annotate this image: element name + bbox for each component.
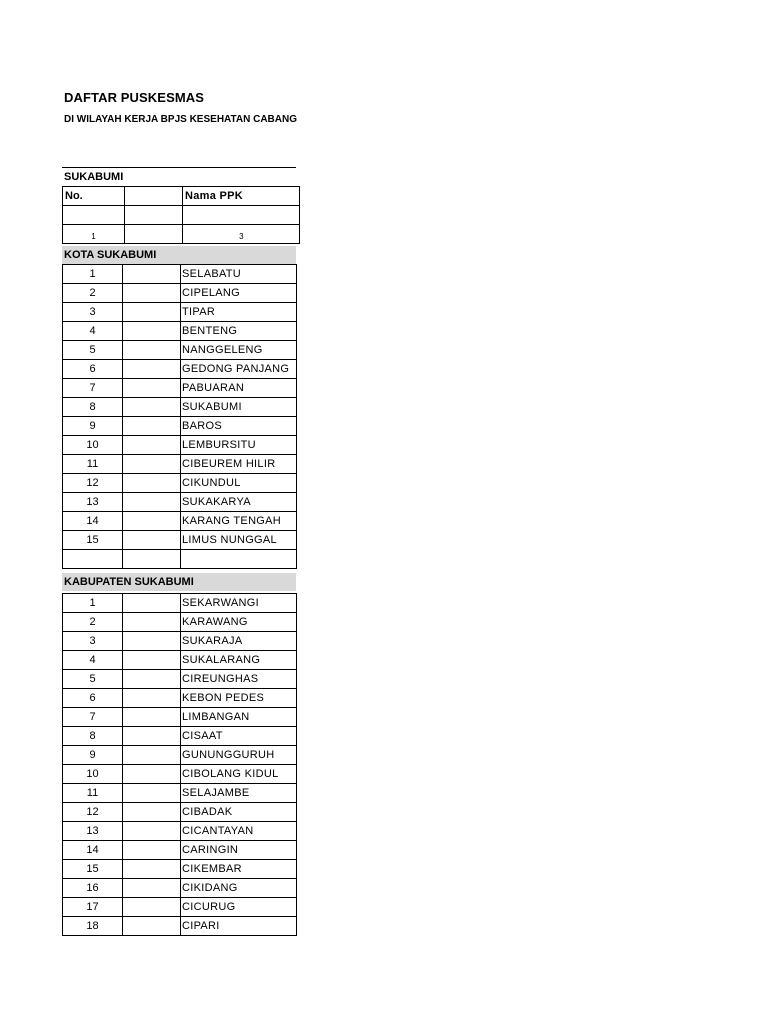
table-row [63,341,297,360]
column-index-row [63,225,300,244]
table-row [63,689,297,708]
column-index-1: 1 [63,225,125,244]
table-row [63,493,297,512]
table-row [63,417,297,436]
table-row [63,746,297,765]
row-ppk-name: CARINGIN [181,841,297,860]
table-row [63,284,297,303]
table-row [63,613,297,632]
row-ppk-name: LEMBURSITU [181,436,297,455]
row-number: 1 [63,594,123,613]
table-row [63,708,297,727]
row-ppk-name: NANGGELENG [181,341,297,360]
row-blank-cell [123,531,181,550]
spacer-cell [125,206,183,225]
row-number: 10 [63,765,123,784]
row-blank-cell [123,436,181,455]
row-number: 18 [63,917,123,936]
row-blank-cell [123,670,181,689]
blank-cell [123,550,181,569]
area-label: SUKABUMI [64,171,124,183]
table-row [63,322,297,341]
row-number: 6 [63,689,123,708]
row-number: 3 [63,632,123,651]
table-row [63,898,297,917]
row-blank-cell [123,322,181,341]
table-row [63,512,297,531]
header-table [62,186,300,244]
row-blank-cell [123,455,181,474]
row-ppk-name: LIMUS NUNGGAL [181,531,297,550]
row-number: 8 [63,727,123,746]
table-row [63,803,297,822]
row-number: 16 [63,879,123,898]
row-number: 10 [63,436,123,455]
header-no: No. [63,187,125,206]
row-ppk-name: CIPARI [181,917,297,936]
table-row [63,651,297,670]
row-ppk-name: PABUARAN [181,379,297,398]
table-row [63,360,297,379]
table-row [63,265,297,284]
table-row [63,879,297,898]
row-number: 2 [63,284,123,303]
row-number: 12 [63,803,123,822]
row-blank-cell [123,708,181,727]
table-row [63,379,297,398]
section-table-kabupaten [62,593,297,936]
row-number: 12 [63,474,123,493]
header-blank-cell [125,187,183,206]
row-ppk-name: CIPELANG [181,284,297,303]
document-title: DAFTAR PUSKESMAS [64,90,205,105]
table-row [63,531,297,550]
row-ppk-name: SUKABUMI [181,398,297,417]
row-ppk-name: SUKARAJA [181,632,297,651]
row-blank-cell [123,512,181,531]
row-blank-cell [123,398,181,417]
row-blank-cell [123,898,181,917]
row-blank-cell [123,341,181,360]
spacer-cell [183,206,300,225]
table-row [63,765,297,784]
section-label-kota: KOTA SUKABUMI [62,246,296,264]
row-number: 2 [63,613,123,632]
row-number: 15 [63,531,123,550]
row-ppk-name: BAROS [181,417,297,436]
row-ppk-name: CIKIDANG [181,879,297,898]
row-blank-cell [123,493,181,512]
header-row [63,187,300,206]
table-row [63,841,297,860]
row-blank-cell [123,613,181,632]
row-ppk-name: SEKARWANGI [181,594,297,613]
table-row [63,303,297,322]
row-number: 11 [63,455,123,474]
table-row [63,474,297,493]
table-row [63,455,297,474]
column-index-2 [125,225,183,244]
row-number: 11 [63,784,123,803]
column-index-3: 3 [183,225,300,244]
row-ppk-name: SELABATU [181,265,297,284]
row-number: 14 [63,841,123,860]
row-ppk-name: CIBOLANG KIDUL [181,765,297,784]
row-number: 15 [63,860,123,879]
row-ppk-name: GUNUNGGURUH [181,746,297,765]
row-blank-cell [123,594,181,613]
row-blank-cell [123,803,181,822]
row-blank-cell [123,474,181,493]
row-ppk-name: CISAAT [181,727,297,746]
row-number: 5 [63,670,123,689]
row-number: 13 [63,822,123,841]
row-number: 9 [63,746,123,765]
row-number: 7 [63,708,123,727]
row-blank-cell [123,265,181,284]
row-blank-cell [123,822,181,841]
row-number: 14 [63,512,123,531]
header-name-ppk: Nama PPK [183,187,300,206]
row-ppk-name: SUKALARANG [181,651,297,670]
row-blank-cell [123,765,181,784]
row-ppk-name: CIREUNGHAS [181,670,297,689]
row-ppk-name: CIBEUREM HILIR [181,455,297,474]
row-ppk-name: KARAWANG [181,613,297,632]
row-ppk-name: GEDONG PANJANG [181,360,297,379]
row-ppk-name: CICANTAYAN [181,822,297,841]
row-blank-cell [123,917,181,936]
row-blank-cell [123,689,181,708]
header-spacer-row [63,206,300,225]
row-ppk-name: CIKEMBAR [181,860,297,879]
section-label-kabupaten: KABUPATEN SUKABUMI [62,573,296,591]
row-blank-cell [123,879,181,898]
row-blank-cell [123,632,181,651]
row-ppk-name: SUKAKARYA [181,493,297,512]
document-subtitle: DI WILAYAH KERJA BPJS KESEHATAN CABANG [64,114,297,125]
row-blank-cell [123,651,181,670]
table-row [63,594,297,613]
row-ppk-name: CIBADAK [181,803,297,822]
row-number: 1 [63,265,123,284]
row-number: 4 [63,322,123,341]
row-ppk-name: TIPAR [181,303,297,322]
table-row [63,784,297,803]
table-row [63,917,297,936]
spacer-cell [63,206,125,225]
blank-row [63,550,297,569]
blank-cell [63,550,123,569]
row-ppk-name: KEBON PEDES [181,689,297,708]
row-number: 5 [63,341,123,360]
row-ppk-name: BENTENG [181,322,297,341]
row-ppk-name: CIKUNDUL [181,474,297,493]
table-row [63,632,297,651]
row-blank-cell [123,727,181,746]
table-row [63,727,297,746]
row-number: 4 [63,651,123,670]
row-blank-cell [123,379,181,398]
table-row [63,436,297,455]
row-number: 17 [63,898,123,917]
row-blank-cell [123,284,181,303]
row-ppk-name: CICURUG [181,898,297,917]
row-number: 8 [63,398,123,417]
row-ppk-name: SELAJAMBE [181,784,297,803]
row-number: 9 [63,417,123,436]
row-blank-cell [123,746,181,765]
row-blank-cell [123,417,181,436]
blank-cell [181,550,297,569]
row-blank-cell [123,860,181,879]
row-number: 7 [63,379,123,398]
row-number: 13 [63,493,123,512]
row-blank-cell [123,303,181,322]
table-row [63,822,297,841]
table-row [63,670,297,689]
row-number: 6 [63,360,123,379]
row-number: 3 [63,303,123,322]
section-table-kota [62,264,297,569]
row-ppk-name: LIMBANGAN [181,708,297,727]
row-blank-cell [123,784,181,803]
table-row [63,398,297,417]
row-blank-cell [123,841,181,860]
table-row [63,860,297,879]
row-blank-cell [123,360,181,379]
row-ppk-name: KARANG TENGAH [181,512,297,531]
